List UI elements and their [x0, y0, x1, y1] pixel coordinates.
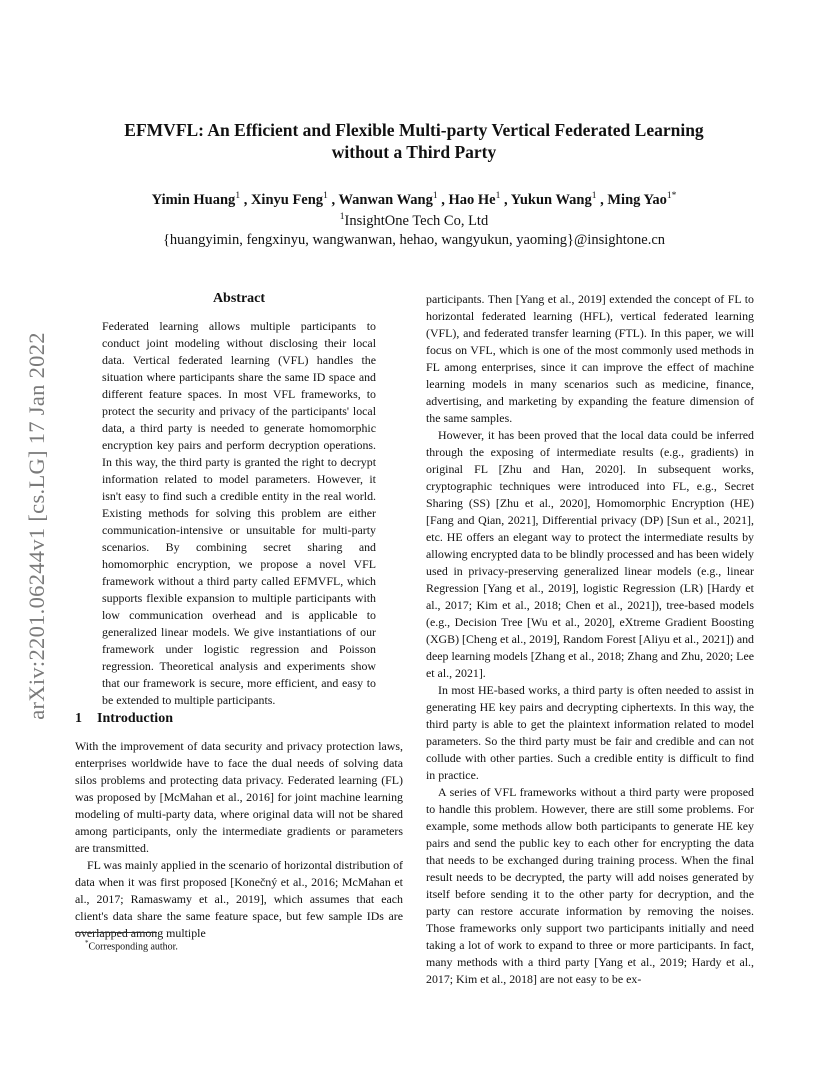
footnote [85, 936, 178, 954]
arxiv-identifier-stamp [21, 293, 53, 758]
affiliation-name: InsightOne Tech Co, Ltd [344, 212, 489, 229]
author-affiliation-mark: 1 [432, 191, 438, 201]
author-affiliation-mark: 1* [666, 191, 677, 201]
arxiv-stamp-text: arXiv:2201.06244v1 [cs.LG] 17 Jan 2022 [24, 331, 49, 720]
body-paragraph: A series of VFL frameworks without a third party were proposed to handle this problem. However, there are still some problems. For example, some methods allow both participants to generate HE key pairs and send the public key to each other for encrypting the data that needs to be exchanged during training process. When the final result needs to be decrypted, the party will add noises generated by itself before sending it to the other party for decryption, and the party can restore accurate information by removing the noises. Those frameworks only support two participants initially and need taking a lot of work to expand to three or more participants. In fact, many methods with a third party [Yang et al., 2019; Hardy et al., 2017; Kim et al., 2018] are not easy to be ex- [426, 785, 754, 986]
section-number: 1 [75, 711, 82, 726]
author-affiliation-mark: 1 [495, 191, 501, 201]
author-5 [511, 192, 597, 208]
author-1 [152, 192, 240, 208]
left-column-text [75, 738, 403, 942]
author-name: Xinyu Feng [250, 191, 324, 208]
body-paragraph: FL was mainly applied in the scenario of horizontal distribution of data when it was first proposed [Konečný et al., 2016; McMahan et al., 2017; Ramaswamy et al., 2019], which assumes that each client's data share the same feature space, but few sample IDs are overlapped among multiple [75, 858, 403, 940]
author-3 [338, 192, 437, 208]
author-name: Wanwan Wang [338, 191, 433, 208]
body-paragraph: participants. Then [Yang et al., 2019] extended the concept of FL to horizontal federated learning (HFL), vertical federated learning (VFL), and federated transfer learning (FTL). In this paper, we will focus on VFL, which is one of the most commonly used methods in FL among enterprises, since it can improve the effect of machine learning models in many scenarios such as medicine, finance, advertising, and marketing by expanding the feature dimension of the same samples. [426, 292, 754, 425]
right-column-text [426, 291, 754, 988]
paper-title [60, 119, 768, 163]
affiliation-mark: 1 [339, 212, 345, 222]
author-affiliation-mark: 1 [323, 191, 328, 201]
author-2 [251, 192, 328, 208]
body-paragraph: However, it has been proved that the local data could be inferred through the exposing of intermediate results (e.g., gradients) in original FL [Zhu and Han, 2020]. In subsequent works, cryptographic techniques were introduced into FL, e.g., Secret Sharing (SS) [Zhu et al., 2020], Homomorphic Encryption (HE) [Fang and Qian, 2021], Differential privacy (DP) [Sun et al., 2021], etc. HE offers an elegant way to protect the intermediate results by allowing encrypted data to be blindly processed and has been widely used in privacy-preserving generalized linear models (e.g., linear Regression [Yang et al., 2019], logistic Regression (LR) [Hardy et al., 2017; Kim et al., 2018; Chen et al., 2021]), tree-based models (e.g., Decision Tree [Wu et al., 2020], eXtreme Gradient Boosting (XGB) [Cheng et al., 2019], Random Forest [Aliyu et al., 2021]) and deep learning models [Zhang et al., 2018; Zhang and Zhu, 2020; Lee et al., 2021]. [426, 428, 754, 680]
author-list: Yimin Huang$^1$ , Xinyu Feng$^1$ , Wanwan Wang$^1$ , Hao He$^1$ , Yukun Wang$^1$ , Ming Yao$^{1*}$ [151, 191, 677, 208]
footnote-text: Corresponding author. [88, 941, 178, 953]
author-name: Hao He [448, 191, 496, 208]
abstract-paragraph: Federated learning allows multiple participants to conduct joint modeling without disclosing their local data. Vertical federated learning (VFL) handles the situation where participants share the same ID space and different feature spaces. In most VFL frameworks, to protect the security and privacy of the participants' local data, a third party is needed to generate homomorphic encryption key pairs and perform decryption operations. In this way, the third party is granted the right to decrypt information related to model parameters. However, it isn't easy to find such a credible entity in the real world. Existing methods for solving this problem are either communication-intensive or unsuitable for multi-party scenarios. By combining secret sharing and homomorphic encryption, we propose a novel VFL framework without a third party called EFMVFL, which supports flexible expansion to multiple participants with low communication overhead and is applicable to generalized linear models. We give instantiations of our framework under logistic regression and Poisson regression. Theoretical analysis and experiments show that our framework is secure, more efficient, and easy to be extended to multiple participants. [102, 319, 376, 707]
abstract-heading: Abstract [212, 291, 266, 306]
author-affiliation-mark: 1 [591, 191, 597, 201]
title-line-1: EFMVFL: An Efficient and Flexible Multi-party Vertical Federated Learning [124, 120, 704, 140]
abstract-body [102, 318, 376, 709]
author-6 [607, 192, 676, 208]
affiliation [60, 207, 768, 231]
body-paragraph: In most HE-based works, a third party is often needed to assist in generating HE key pairs and decrypting ciphertexts. In this way, the third party is able to get the plaintext information related to model parameters. So the third party must be fair and credible and can not collude with other parties. Such a credible entity is difficult to find in practice. [426, 683, 754, 782]
body-paragraph: With the improvement of data security and privacy protection laws, enterprises worldwide have to face the dual needs of solving data silos problems and protecting data privacy. Federated learning (FL) was proposed by [McMahan et al., 2016] for joint machine learning modeling of multi-party data, where original data will not be shared among participants, only the intermediate gradients or parameters are transmitted. [75, 739, 403, 855]
author-name: Yimin Huang [151, 191, 236, 208]
section-heading-introduction [75, 711, 173, 727]
section-title: Introduction [97, 711, 173, 726]
title-line-2: without a Third Party [331, 142, 497, 162]
author-4 [449, 192, 501, 208]
footnote-divider [75, 932, 157, 933]
author-affiliation-mark: 1 [235, 191, 241, 201]
author-name: Yukun Wang [510, 191, 592, 208]
footnote-mark: * [85, 939, 89, 947]
author-name: Ming Yao [607, 191, 667, 208]
author-emails: {huangyimin, fengxinyu, wangwanwan, hehao, wangyukun, yaoming}@insightone.cn [162, 232, 666, 248]
